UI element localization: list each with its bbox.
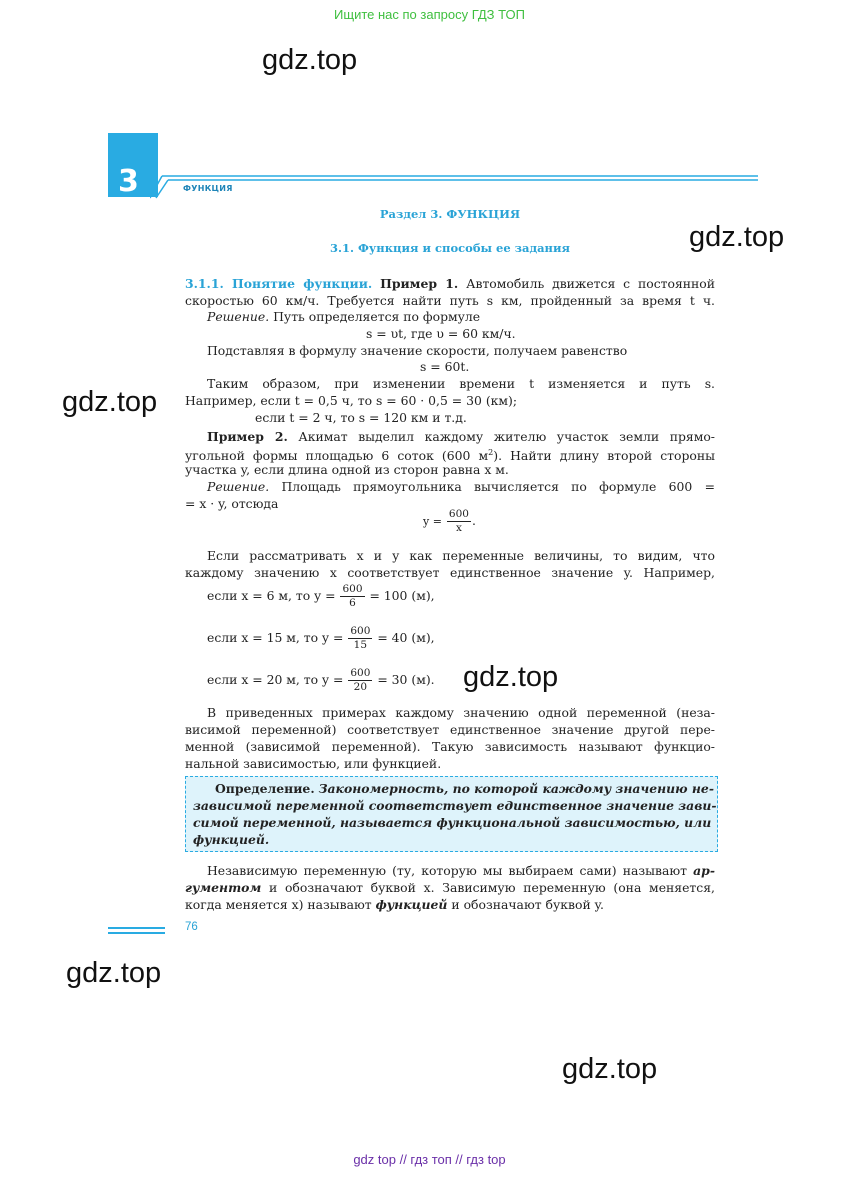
example-label: Пример 1. <box>380 276 459 291</box>
term: ар- <box>693 863 715 878</box>
formula: s = υt, где υ = 60 км/ч. <box>366 326 516 341</box>
footer-rule <box>108 932 165 934</box>
superscript: 2 <box>488 448 494 457</box>
numerator: 600 <box>448 508 469 520</box>
definition-label: Определение. <box>215 781 315 796</box>
subsubsection-heading: 3.1.1. Понятие функции. <box>185 276 373 291</box>
text-line: нальной зависимостью, или функцией. <box>185 756 442 771</box>
text-line <box>207 309 715 325</box>
definition-line <box>193 798 717 814</box>
text-line <box>207 479 715 495</box>
text-line: менной (зависимой переменной). Такую зависимость называют функцио- <box>185 739 715 754</box>
term: гументом <box>185 880 262 895</box>
example-label: Пример 2. <box>207 429 288 444</box>
numerator: 600 <box>342 583 363 595</box>
text-line <box>185 880 715 896</box>
fraction <box>348 667 372 694</box>
text: Автомобиль движется с постоянной <box>466 276 715 291</box>
bottom-banner[interactable]: gdz top // гдз топ // гдз top <box>353 1152 506 1167</box>
text-line: если t = 2 ч, то s = 120 км и т.д. <box>255 410 467 425</box>
text-line: В приведенных примерах каждому значению одной переменной (неза- <box>207 705 715 720</box>
text: = 40 (м), <box>377 630 435 645</box>
section-title: Раздел 3. ФУНКЦИЯ <box>379 207 521 221</box>
formula: s = 60t. <box>420 359 470 374</box>
watermark: gdz.top <box>66 957 162 989</box>
denominator: 15 <box>353 639 368 651</box>
watermark: gdz.top <box>689 221 785 253</box>
watermark: gdz.top <box>62 386 158 418</box>
text-line: Если рассматривать x и y как переменные величины, то видим, что <box>207 548 715 563</box>
footer-rule <box>108 927 165 929</box>
text: и обозначают буквой y. <box>451 897 604 912</box>
definition-line <box>215 781 714 797</box>
text: функцией. <box>193 832 270 847</box>
text: y = <box>423 515 442 528</box>
page-number: 76 <box>185 921 198 933</box>
watermark: gdz.top <box>562 1053 658 1085</box>
text-line: участка y, если длина одной из сторон равна x м. <box>185 462 509 477</box>
text-line: Подставляя в формулу значение скорости, получаем равенство <box>207 343 628 358</box>
text: угольной формы площадью 6 соток (600 м <box>185 448 489 464</box>
chapter-header-rule <box>150 172 762 200</box>
text-line: скоростью 60 км/ч. Требуется найти путь s км, пройденный за время t ч. <box>185 293 715 308</box>
solution-label: Решение. <box>207 309 270 324</box>
numerator: 600 <box>350 625 371 637</box>
chapter-label: ФУНКЦИЯ <box>183 184 233 193</box>
text: Акимат выделил каждому жителю участок земли прямо- <box>298 429 715 444</box>
text: если x = 15 м, то y = <box>207 630 344 645</box>
text-line <box>185 897 715 913</box>
text: ). Найти длину второй стороны <box>493 448 715 464</box>
definition-line <box>193 832 709 848</box>
text: Независимую переменную (ту, которую мы выбираем сами) называют <box>207 863 687 878</box>
watermark: gdz.top <box>262 44 358 76</box>
text: если x = 6 м, то y = <box>207 588 336 603</box>
case-line <box>207 583 435 610</box>
text-line: висимой переменной) соответствует единственное значение другой пере- <box>185 722 715 737</box>
subsection-title: 3.1. Функция и способы ее задания <box>329 241 571 255</box>
text: и обозначают буквой x. Зависимую переменную (она меняется, <box>268 880 715 895</box>
text-line <box>185 276 715 292</box>
text-line: каждому значению x соответствует единственное значение y. Например, <box>185 565 715 580</box>
text: Закономерность, по которой каждому значению не- <box>318 781 714 796</box>
chapter-number: 3 <box>118 164 139 199</box>
watermark: gdz.top <box>463 661 559 693</box>
definition-line <box>193 815 712 831</box>
text-line: Например, если t = 0,5 ч, то s = 60 · 0,5 = 30 (км); <box>185 393 518 408</box>
text: = 100 (м), <box>369 588 435 603</box>
term: функцией <box>375 897 448 912</box>
formula <box>423 508 476 535</box>
text: Путь определяется по формуле <box>273 309 481 324</box>
text: симой переменной, называется функциональной зависимостью, или <box>193 815 712 830</box>
case-line <box>207 667 435 694</box>
fraction <box>348 625 372 652</box>
numerator: 600 <box>350 667 371 679</box>
text-line <box>207 429 715 445</box>
solution-label: Решение. <box>207 479 270 494</box>
text: зависимой переменной соответствует единственное значение зави- <box>193 798 717 813</box>
text-line <box>207 863 715 879</box>
denominator: x <box>455 522 462 534</box>
text: Площадь прямоугольника вычисляется по формуле 600 = <box>281 479 715 494</box>
text: если x = 20 м, то y = <box>207 672 344 687</box>
text: . <box>471 513 476 528</box>
text-line: = x · y, отсюда <box>185 496 279 511</box>
text-line: Таким образом, при изменении времени t изменяется и путь s. <box>207 376 715 391</box>
top-banner[interactable]: Ищите нас по запросу ГДЗ ТОП <box>334 7 525 22</box>
denominator: 20 <box>353 681 368 693</box>
case-line <box>207 625 435 652</box>
fraction <box>447 508 471 535</box>
fraction <box>340 583 364 610</box>
text: когда меняется x) называют <box>185 897 372 912</box>
text: = 30 (м). <box>377 672 435 687</box>
denominator: 6 <box>349 597 356 609</box>
